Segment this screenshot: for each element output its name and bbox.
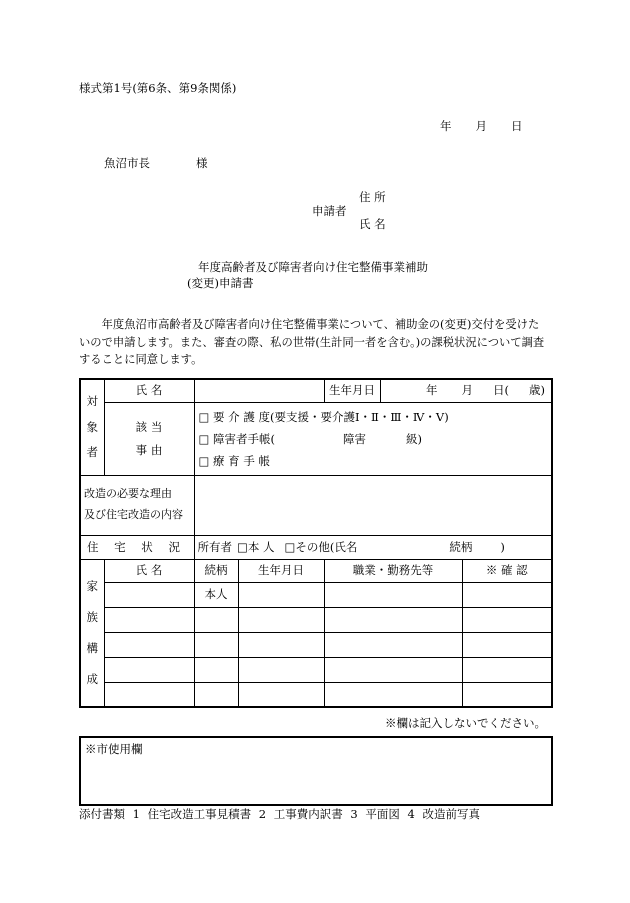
date-line — [440, 119, 523, 134]
family-header-confirm: ※ 確 認 — [462, 559, 552, 582]
addressee — [104, 156, 208, 171]
family-birth-cell[interactable] — [238, 682, 324, 707]
owner-self-checkbox[interactable]: □本 人 — [237, 539, 275, 554]
mayor-title: 魚沼市長 — [104, 156, 150, 170]
family-header-birth: 生年月日 — [238, 559, 324, 582]
rehab-book-checkbox[interactable]: □ 療 育 手 帳 — [198, 453, 270, 468]
reason-row — [80, 475, 552, 535]
table-row — [80, 657, 552, 682]
family-header-relation: 続柄 — [194, 559, 238, 582]
family-birth-cell[interactable] — [238, 657, 324, 682]
family-occupation-cell[interactable] — [324, 632, 462, 657]
applicant-name-label: 氏 名 — [359, 217, 386, 231]
applicant-address-label: 住 所 — [359, 190, 386, 204]
family-birth-cell[interactable] — [238, 607, 324, 632]
family-birth-cell[interactable] — [238, 632, 324, 657]
owner-other-checkbox[interactable]: □その他(氏名 — [284, 539, 358, 554]
application-table — [79, 378, 553, 708]
city-use-box — [79, 736, 553, 806]
date-month: 月 — [475, 119, 487, 133]
family-name-cell[interactable] — [104, 632, 194, 657]
applicant-label: 申請者 — [312, 204, 347, 218]
table-row — [80, 607, 552, 632]
family-occupation-cell[interactable] — [324, 682, 462, 707]
family-relation-cell[interactable] — [194, 682, 238, 707]
family-header-name: 氏 名 — [104, 559, 194, 582]
family-confirm-cell — [462, 632, 552, 657]
table-row — [80, 582, 552, 607]
target-name-field[interactable] — [194, 379, 324, 402]
family-occupation-cell[interactable] — [324, 607, 462, 632]
family-confirm-cell — [462, 582, 552, 607]
disability-book-checkbox[interactable]: □ 障害者手帳( 障害 級) — [198, 431, 423, 446]
family-confirm-cell — [462, 657, 552, 682]
city-use-label: ※市使用欄 — [85, 742, 143, 756]
family-relation-cell[interactable] — [194, 632, 238, 657]
form-number: 様式第1号(第6条、第9条関係) — [79, 81, 237, 95]
table-row — [80, 632, 552, 657]
reason-label: 改造の必要な理由 及び住宅改造の内容 — [80, 475, 194, 535]
housing-row — [80, 535, 552, 559]
name-label: 氏 名 — [104, 379, 194, 402]
applicable-reason-label: 該 当 事 由 — [104, 402, 194, 475]
table-row — [80, 682, 552, 707]
document-title-line1: 年度高齢者及び障害者向け住宅整備事業補助 — [198, 260, 428, 274]
family-label: 家 族 構 成 — [80, 559, 104, 707]
housing-status-field: 所有者 □本 人 □その他(氏名 続柄 ) — [194, 535, 552, 559]
no-entry-note: ※欄は記入しないでください。 — [385, 716, 546, 730]
family-occupation-cell[interactable] — [324, 582, 462, 607]
document-title-line2: (変更)申請書 — [187, 276, 254, 290]
family-relation-cell[interactable] — [194, 607, 238, 632]
target-person-label: 対 象 者 — [80, 379, 104, 475]
date-year: 年 — [440, 119, 452, 133]
family-name-cell[interactable] — [104, 682, 194, 707]
birth-date-field[interactable]: 年 月 日( 歳) — [380, 379, 552, 402]
applicable-checks — [194, 402, 552, 475]
housing-status-label: 住 宅 状 況 — [80, 535, 194, 559]
care-level-checkbox[interactable]: □ 要 介 護 度(要支援・要介護Ⅰ・Ⅱ・Ⅲ・Ⅳ・Ⅴ) — [198, 409, 449, 424]
family-relation-cell[interactable] — [194, 657, 238, 682]
family-confirm-cell — [462, 682, 552, 707]
family-header-occupation: 職業・勤務先等 — [324, 559, 462, 582]
honorific: 様 — [196, 156, 208, 170]
family-birth-cell[interactable] — [238, 582, 324, 607]
body-paragraph: 年度魚沼市高齢者及び障害者向け住宅整備事業について、補助金の(変更)交付を受けたいので申請します。また、審査の際、私の世帯(生計同一者を含む。)の課税状況について調査することに同意します。 — [79, 318, 545, 366]
family-name-cell[interactable] — [104, 657, 194, 682]
family-confirm-cell — [462, 607, 552, 632]
attachments-list: 添付書類 1 住宅改造工事見積書 2 工事費内訳書 3 平面図 4 改造前写真 — [79, 807, 481, 821]
date-day: 日 — [511, 119, 523, 133]
family-header-row — [80, 559, 552, 582]
family-name-cell[interactable] — [104, 607, 194, 632]
target-name-row — [80, 379, 552, 402]
birth-date-label: 生年月日 — [324, 379, 380, 402]
family-relation-cell[interactable]: 本人 — [194, 582, 238, 607]
family-name-cell[interactable] — [104, 582, 194, 607]
reason-field[interactable] — [194, 475, 552, 535]
applicable-row — [80, 402, 552, 475]
family-occupation-cell[interactable] — [324, 657, 462, 682]
